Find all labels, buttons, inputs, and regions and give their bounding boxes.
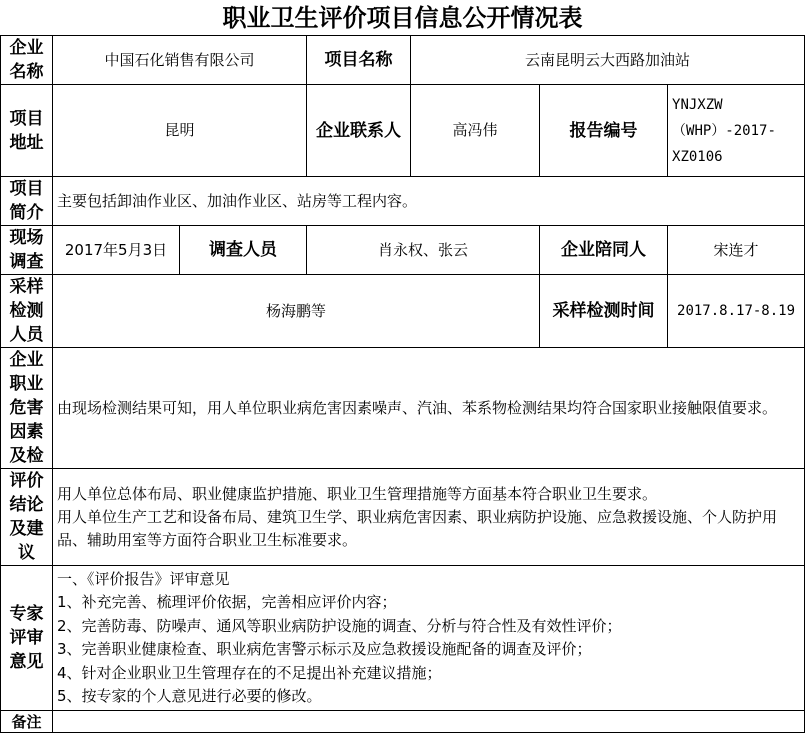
sampling-time-label: 采样检测时间: [540, 275, 668, 348]
intro-value: 主要包括卸油作业区、加油作业区、站房等工程内容。: [53, 177, 805, 226]
survey-label: 现场调查: [1, 226, 53, 275]
investigator-label: 调查人员: [180, 226, 307, 275]
contact-label: 企业联系人: [307, 85, 411, 177]
table-row: [1, 36, 805, 85]
company-name: 中国石化销售有限公司: [53, 36, 307, 85]
expert-line: 5、按专家的个人意见进行必要的修改。: [57, 687, 322, 705]
project-name-label: 项目名称: [307, 36, 411, 85]
expert-line: 一、《评价报告》评审意见: [57, 569, 230, 588]
remark-label: 备注: [1, 711, 53, 733]
expert-label: 专家评审意见: [1, 566, 53, 711]
table-row: [1, 711, 805, 733]
table-row: [1, 275, 805, 348]
remark-value: [53, 711, 805, 733]
project-name: 云南昆明云大西路加油站: [411, 36, 805, 85]
conclusion-line: 用人单位总体布局、职业健康监护措施、职业卫生管理措施等方面基本符合职业卫生要求。: [57, 484, 658, 503]
table-row: [1, 85, 805, 177]
report-no-label: 报告编号: [540, 85, 668, 177]
table-row: [1, 348, 805, 469]
sampling-staff-label: 采样检测人员: [1, 275, 53, 348]
expert-line: 1、补充完善、梳理评价依据，完善相应评价内容；: [57, 593, 397, 611]
expert-line: 4、针对企业职业卫生管理存在的不足提出补充建议措施；: [57, 663, 442, 682]
info-table: [0, 35, 805, 733]
sampling-time-value: 2017.8.17-8.19: [668, 275, 805, 348]
conclusion-line: 用人单位生产工艺和设备布局、建筑卫生学、职业病危害因素、职业病防护设施、应急救援设施、个人防护用品、辅助用室等方面符合职业卫生标准要求。: [57, 507, 778, 549]
report-no-value: YNJXZW（WHP）-2017-XZ0106: [668, 85, 805, 177]
address-value: 昆明: [53, 85, 307, 177]
address-label: 项目地址: [1, 85, 53, 177]
page-title: 职业卫生评价项目信息公开情况表: [222, 3, 583, 32]
table-row: [1, 469, 805, 566]
hazard-value: 由现场检测结果可知，用人单位职业病危害因素噪声、汽油、苯系物检测结果均符合国家职业接触限值要求。: [53, 348, 805, 469]
conclusion-label: 评价结论及建议: [1, 469, 53, 566]
table-row: [1, 177, 805, 226]
expert-line: 3、完善职业健康检查、职业病危害警示标示及应急救援设施配备的调查及评价；: [57, 640, 592, 658]
investigators-value: 肖永权、张云: [307, 226, 540, 275]
sampling-staff-value: 杨海鹏等: [53, 275, 540, 348]
company-label: 企业名称: [1, 36, 53, 85]
survey-date: 2017年5月3日: [53, 226, 180, 275]
intro-label: 项目简介: [1, 177, 53, 226]
conclusion-value: [53, 469, 805, 566]
hazard-label: 企业职业危害因素及检: [1, 348, 53, 469]
escort-value: 宋连才: [668, 226, 805, 275]
escort-label: 企业陪同人: [540, 226, 668, 275]
expert-line: 2、完善防毒、防噪声、通风等职业病防护设施的调查、分析与符合性及有效性评价；: [57, 616, 622, 635]
expert-opinion: [53, 566, 805, 711]
table-row: [1, 566, 805, 711]
contact-value: 高冯伟: [411, 85, 540, 177]
table-row: [1, 226, 805, 275]
